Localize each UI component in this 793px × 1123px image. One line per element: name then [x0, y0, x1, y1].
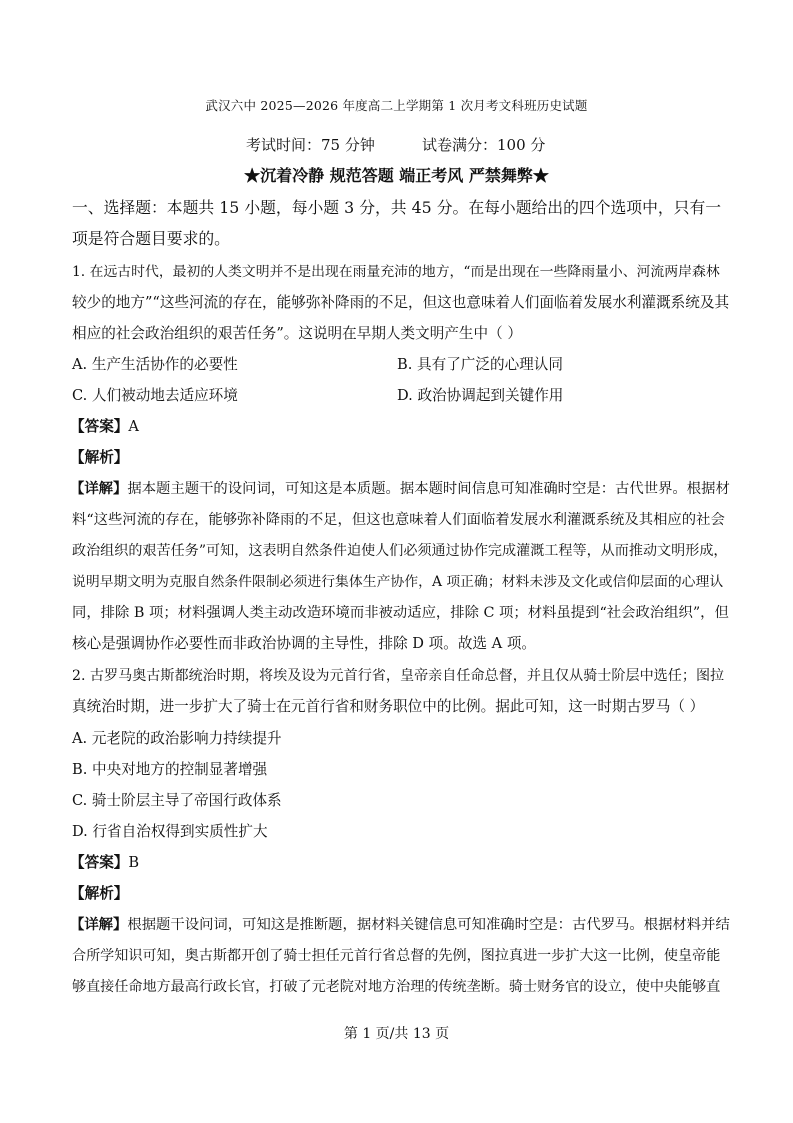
q1-detail-label: 【详解】 [70, 481, 128, 497]
q2-answer-label: 【答案】 [70, 854, 129, 871]
q1-detail-line5: 同，排除 B 项；材料强调人类主动改造环境而非被动适应，排除 C 项；材料虽提到“社会政治组织”，但 [72, 605, 729, 621]
q1-detail-line1 [70, 479, 730, 499]
q2-stem-line1: 2. 古罗马奥古斯都统治时期，将埃及设为元首行省，皇帝亲自任命总督，并且仅从骑士阶层中选任；图拉 [72, 668, 725, 684]
q2-detail-line3: 够直接任命地方最高行政长官，打破了元老院对地方治理的传统垄断。骑士财务官的设立，使中央能够直 [72, 979, 721, 995]
q2-option-c: C. 骑士阶层主导了帝国行政体系 [72, 792, 282, 809]
q1-option-b: B. 具有了广泛的心理认同 [397, 356, 563, 373]
q1-detail-line4: 说明早期文明为克服自然条件限制必须进行集体生产协作，A 项正确；材料未涉及文化或信仰层面的心理认 [72, 574, 724, 590]
q1-detail-line6: 核心是强调协作必要性而非政治协调的主导性，排除 D 项。故选 A 项。 [72, 635, 537, 652]
q2-option-b: B. 中央对地方的控制显著增强 [72, 761, 268, 778]
section-heading-line2: 项是符合题目要求的。 [72, 229, 230, 248]
q2-detail-line2: 合所学知识可知，奥古斯都开创了骑士担任元首行省总督的先例，图拉真进一步扩大这一比例，使皇帝能 [72, 948, 721, 964]
q2-option-d: D. 行省自治权得到实质性扩大 [72, 823, 268, 840]
q1-analysis-label: 【解析】 [70, 449, 129, 466]
q1-detail-line2: 料“这些河流的存在，能够弥补降雨的不足，但这也意味着人们面临着发展水利灌溉系统及其相应的社会 [72, 512, 725, 528]
q2-option-a: A. 元老院的政治影响力持续提升 [72, 730, 282, 747]
page-title: 武汉六中 2025—2026 年度高二上学期第 1 次月考文科班历史试题 [205, 98, 588, 113]
q2-answer-value: B [128, 854, 140, 871]
q2-detail-text1: 根据题干设问词，可知这是推断题，据材料关键信息可知准确时空是：古代罗马。根据材料并结 [127, 917, 730, 933]
page-footer: 第 1 页/共 13 页 [343, 1026, 450, 1042]
exam-motto: ★沉着冷静 规范答题 端正考风 严禁舞弊★ [244, 166, 549, 185]
full-score: 试卷满分：100 分 [422, 136, 546, 154]
q1-answer [70, 417, 139, 437]
q1-answer-value: A [128, 418, 139, 435]
q1-detail-text1: 据本题主题干的设问词，可知这是本质题。据本题时间信息可知准确时空是：古代世界。根据材 [127, 481, 730, 497]
q2-answer [70, 853, 139, 873]
q2-detail-label: 【详解】 [70, 917, 128, 933]
q1-stem-line3: 相应的社会政治组织的艰苦任务”。这说明在早期人类文明产生中（ ） [72, 325, 522, 342]
exam-time: 考试时间：75 分钟 [246, 136, 375, 154]
q2-analysis-label: 【解析】 [70, 885, 129, 902]
section-heading-line1: 一、选择题：本题共 15 小题，每小题 3 分，共 45 分。在每小题给出的四个选项中，只有一 [72, 198, 722, 217]
q2-stem-line2: 真统治时期，进一步扩大了骑士在元首行省和财务职位中的比例。据此可知，这一时期古罗马（ ） [72, 698, 705, 715]
q1-stem-line2: 较少的地方”“这些河流的存在，能够弥补降雨的不足，但这也意味着人们面临着发展水利灌溉系统及其 [72, 294, 730, 311]
q1-option-d: D. 政治协调起到关键作用 [397, 387, 564, 404]
q1-stem-line1: 1. 在远古时代，最初的人类文明并不是出现在雨量充沛的地方，“而是出现在一些降雨量小、河流两岸森林 [72, 264, 720, 280]
q1-option-c: C. 人们被动地去适应环境 [72, 387, 238, 404]
q2-detail-line1 [70, 915, 730, 935]
q1-answer-label: 【答案】 [70, 418, 129, 435]
q1-detail-line3: 政治组织的艰苦任务”可知，这表明自然条件迫使人们必须通过协作完成灌溉工程等，从而推动文明形成， [72, 543, 728, 559]
q1-option-a: A. 生产生活协作的必要性 [72, 356, 238, 373]
